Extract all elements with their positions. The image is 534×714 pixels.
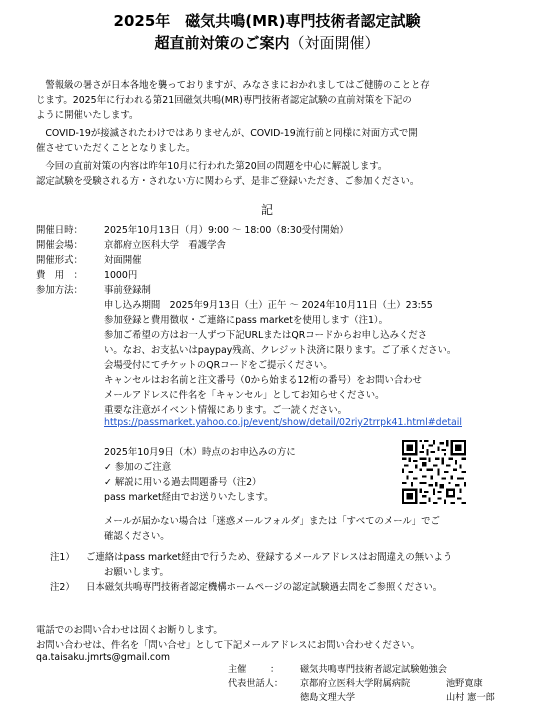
- title-main: 超直前対策のご案内: [154, 34, 290, 52]
- note-2-label: 注2）: [50, 582, 75, 593]
- intro-line-4: COVID-19が接滅されたわけではありませんが、COVID-19流行前と同様に対面方式で開: [36, 128, 418, 139]
- method-value: 事前登録制: [104, 285, 151, 296]
- method-line-7: メールアドレスに件名を「キャンセル」としてお知らせください。: [104, 390, 385, 401]
- method-line-1: 申し込み期間 2025年9月13日（土）正午 〜 2024年10月11日（土）23:55: [104, 300, 433, 311]
- method-line-2: 参加登録と費用徴収・ご連絡にpass marketを使用します（注1）。: [104, 315, 388, 326]
- format-value: 対面開催: [104, 255, 142, 266]
- host-value: 磁気共鳴専門技術者認定試験勉強会: [300, 664, 447, 675]
- note-2-line-1: 日本磁気共鳴専門技術者認定機構ホームページの認定試験過去問をご参照ください。: [86, 582, 443, 593]
- after-intro: 2025年10月9日（木）時点のお申込みの方に: [104, 447, 296, 458]
- rep-name-2: 山村 憲一郎: [446, 692, 495, 703]
- note-1-label: 注1）: [50, 552, 75, 563]
- method-line-3: 参加ご希望の方はお一人ずつ下記URLまたはQRコードからお申し込みくださ: [104, 330, 428, 341]
- intro-line-7: 認定試験を受験される方・されない方に関わらず、是非ご登録いただき、ご参加ください。: [36, 176, 420, 187]
- date-label: 開催日時：: [36, 225, 83, 236]
- note-1-line-2: お願いします。: [104, 567, 169, 578]
- junk-mail-line-2: 確認ください。: [104, 531, 170, 542]
- after-check-1: ✓ 参加のご注意: [104, 462, 172, 473]
- intro-line-2: じます。2025年に行われる第21回磁気共鳴(MR)専門技術者認定試験の直前対策を下記の: [36, 95, 412, 106]
- method-line-5: 会場受付にてチケットのQRコードをご提示ください。: [104, 360, 333, 371]
- fee-value: 1000円: [104, 270, 138, 281]
- method-line-6: キャンセルはお名前と注文番号（0から始まる12桁の番号）をお問い合わせ: [104, 375, 422, 386]
- contact-line-1: 電話でのお問い合わせは固くお断りします。: [36, 625, 223, 636]
- title-line1: 2025年 磁気共鳴(MR)専門技術者認定試験: [113, 12, 421, 30]
- rep-label: 代表世話人：: [228, 678, 284, 689]
- intro-line-6: 今回の直前対策の内容は昨年10月に行われた第20回の問題を中心に解説します。: [36, 161, 388, 172]
- ki-heading: 記: [260, 203, 273, 217]
- method-line-8: 重要な注意がイベント情報にあります。ご一読ください。: [104, 405, 348, 416]
- method-line-4: い。なお、お支払いはpaypay残高、クレジット決済に限ります。ご了承ください。: [104, 345, 457, 356]
- title-sub: （対面開催）: [289, 34, 380, 52]
- venue-value: 京都府立医科大学 看護学舎: [104, 240, 226, 251]
- intro-line-3: ように開催いたします。: [36, 110, 139, 121]
- contact-email[interactable]: qa.taisaku.jmrts@gmail.com: [36, 652, 170, 663]
- host-label: 主催: [228, 664, 247, 675]
- intro-line-1: 警報級の暑さが日本各地を襲っておりますが、みなさまにおかれましてはご健勝のことと存: [36, 80, 430, 91]
- registration-link[interactable]: https://passmarket.yahoo.co.jp/event/show/detail/02riy2trrpk41.html#detail: [104, 417, 462, 428]
- qr-code-icon[interactable]: [402, 440, 466, 504]
- junk-mail-line-1: メールが届かない場合は「迷惑メールフォルダ」または「すべてのメール」でご: [104, 516, 440, 527]
- title-line2: [0, 32, 534, 53]
- rep-name-1: 池野寛康: [446, 678, 483, 689]
- after-via: pass market経由でお送りいたします。: [104, 492, 274, 503]
- host-colon: ：: [270, 664, 280, 675]
- intro-line-5: 催させていただくこととなりました。: [36, 143, 196, 154]
- fee-label: 費 用 ：: [36, 270, 83, 281]
- rep-org-2: 徳島文理大学: [300, 692, 356, 703]
- contact-line-2: お問い合わせは、件名を「問い合せ」として下記メールアドレスにお問い合わせください。: [36, 640, 420, 651]
- method-label: 参加方法：: [36, 285, 83, 296]
- format-label: 開催形式：: [36, 255, 83, 266]
- venue-label: 開催会場：: [36, 240, 83, 251]
- rep-org-1: 京都府立医科大学附属病院: [300, 678, 411, 689]
- note-1-line-1: ご連絡はpass market経由で行うため、登録するメールアドレスはお間違えの無いよう: [86, 552, 453, 563]
- after-check-2: ✓ 解説に用いる過去問題番号（注2）: [104, 477, 262, 488]
- date-value: 2025年10月13日（月）9:00 〜 18:00（8:30受付開始）: [104, 225, 349, 236]
